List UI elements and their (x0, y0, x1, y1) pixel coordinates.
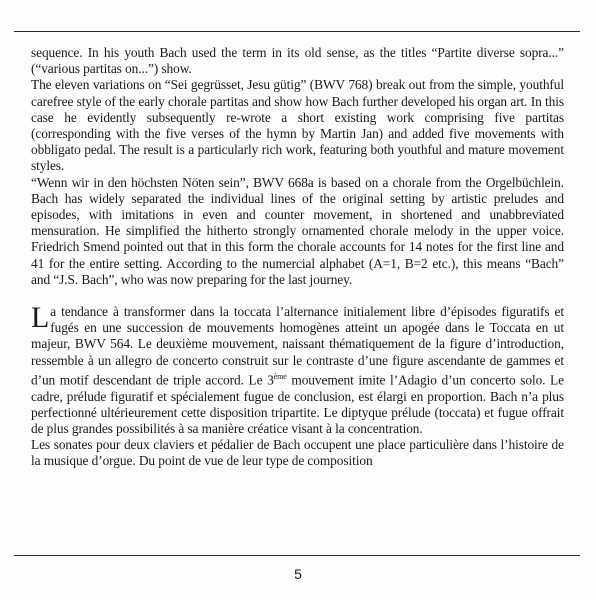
english-paragraph-3: “Wenn wir in den höchsten Nöten sein”, BWV 668a is based on a chorale from the Orgelbüchlein. Bach has widely separated the individual lines of the original setting by artistic preludes and episodes, with imitations in even and counter movement, in shortened and unabbreviated mensuration. He simplified the hitherto strongly ornamented chorale melody in the upper voice. Friedrich Smend pointed out that in this form the chorale accounts for 14 notes for the first line and 41 for the entire setting. According to the numercial alphabet (A=1, B=2 etc.), this means “Bach” and “J.S. Bach”, who was now preparing for the last journey. (31, 174, 564, 287)
body-text (31, 45, 564, 470)
bottom-rule (14, 555, 580, 556)
drop-cap: L (31, 301, 50, 335)
french-paragraph-1 (31, 301, 564, 437)
page-number: 5 (294, 566, 302, 582)
superscript-ordinal: ème (273, 371, 287, 381)
french-paragraph-1-text: a tendance à transformer dans la toccata l’alternance initialement libre d’épisodes figuratifs et fugés en une succession de mouvements homogènes atteint un apogée dans le Toccata en ut majeur, BWV 564. Le deuxième mouvement, naissant thématiquement de la figure d’introduction, ressemble à un allegro de concerto construit sur le contraste d’une figure ascendante de gammes et d’un motif descendant de triple accord. Le 3 (31, 304, 564, 388)
english-paragraph-2: The eleven variations on “Sei gegrüsset, Jesu gütig” (BWV 768) break out from the simple, youthful carefree style of the early chorale partitas and show how Bach further developed his organ art. In this case he evidently subsequently re-wrote a short existing work comprising five partitas (corresponding with the five verses of the hymn by Martin Jan) and added five movements with obbligato pedal. The result is a particularly rich work, featuring both youthful and mature movement styles. (31, 77, 564, 174)
english-paragraph-1: sequence. In his youth Bach used the term in its old sense, as the titles “Partite diverse sopra...” (“various partitas on...”) show. (31, 45, 564, 77)
section-gap (31, 288, 564, 304)
french-paragraph-1-end: mouvement imite l’Adagio d’un concerto solo. Le cadre, prélude figuratif et spécialement fugue de conclusion, est élargi en proportion. Bach n’a plus perfectionné ultérieurement cette disposition tripartite. Le diptyque prélude (toccata) et fugue offrait de plus grandes possibilités à sa manière créatice visant à la concentration. (31, 372, 564, 436)
french-paragraph-2: Les sonates pour deux claviers et pédalier de Bach occupent une place particulière dans l’histoire de la musique d’orgue. Du point de vue de leur type de composition (31, 437, 564, 469)
top-rule (14, 31, 580, 32)
